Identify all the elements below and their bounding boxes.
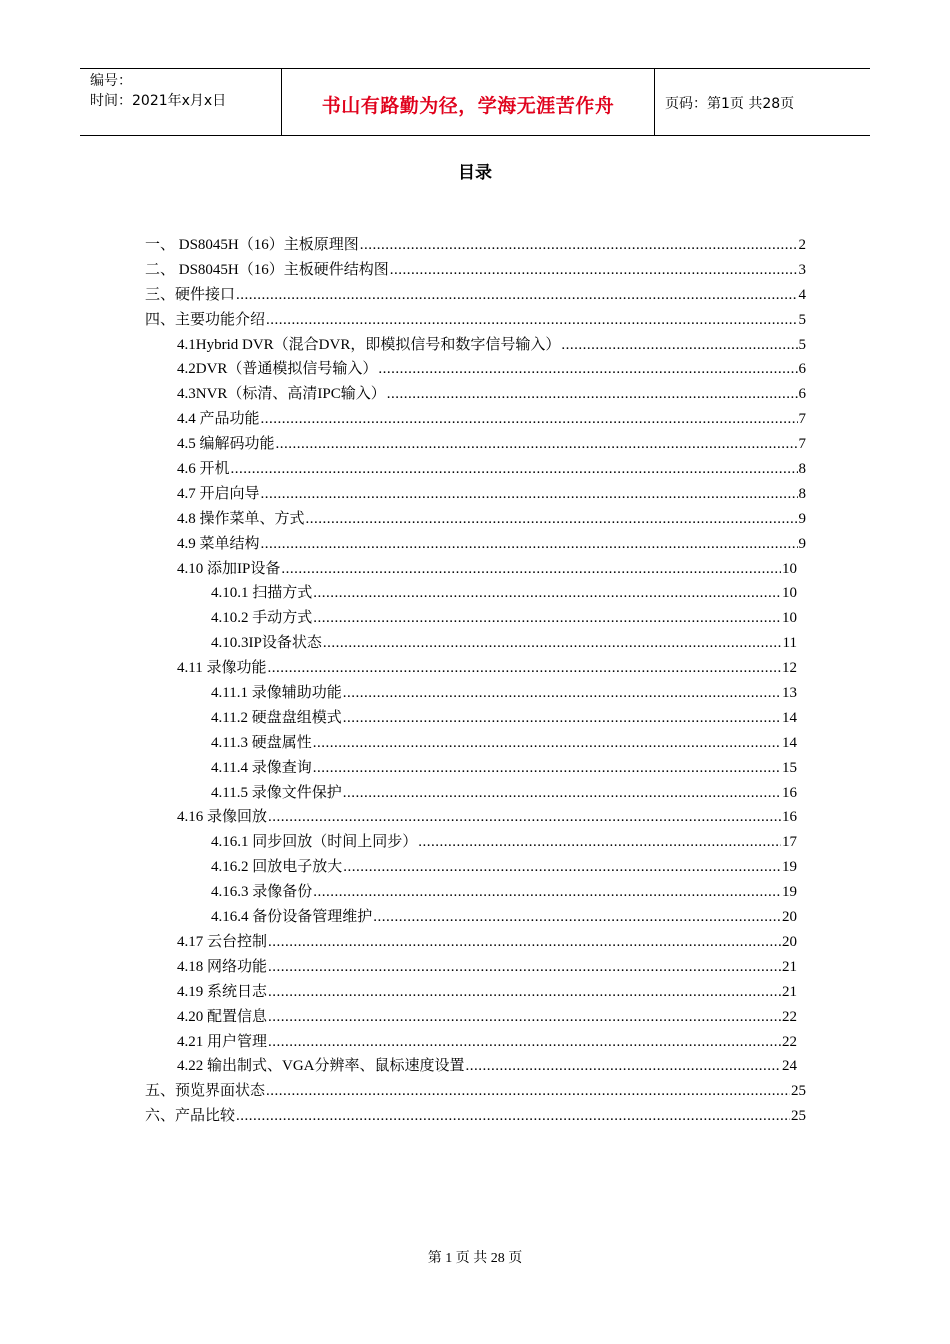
toc-entry[interactable] [145,706,806,731]
toc-entry-text: 六、产品比较 [145,1108,236,1125]
toc-entry-page: 4 [798,286,806,303]
toc-entry-text: 三、硬件接口 [145,286,236,303]
toc-entry-page: 20 [782,909,797,926]
toc-entry[interactable] [145,681,806,706]
toc-entry-page: 22 [782,1008,797,1025]
toc-entry-page: 14 [782,709,797,726]
toc-entry-text: 4.19 系统日志 [177,983,268,1000]
toc-entry[interactable] [145,731,806,756]
toc-entry-text: 4.2DVR（普通模拟信号输入） [177,361,378,378]
toc-dot-leader [236,283,797,308]
toc-dot-leader [268,955,781,980]
toc-entry[interactable] [145,457,806,482]
toc-entry-page: 10 [782,560,797,577]
toc-dot-leader [466,1054,782,1079]
toc-entry[interactable] [145,656,806,681]
toc-entry[interactable] [145,980,806,1005]
toc-dot-leader [561,333,797,358]
page-footer: 第 1 页 共 28 页 [427,1251,523,1266]
toc-entry-page: 21 [782,958,797,975]
toc-entry[interactable] [145,482,806,507]
toc-dot-leader [418,830,781,855]
toc-entry-text: 4.16.2 回放电子放大 [211,859,343,876]
header-page-label: 页码：第1页 共28页 [665,96,795,112]
toc-entry-page: 16 [782,784,797,801]
toc-entry[interactable] [145,1005,806,1030]
toc-dot-leader [343,855,781,880]
toc-entry[interactable] [145,830,806,855]
toc-entry[interactable] [145,233,806,258]
toc-entry-text: 4.9 菜单结构 [177,535,260,552]
toc-dot-leader [276,432,798,457]
toc-dot-leader [236,1104,790,1129]
toc-dot-leader [373,905,781,930]
toc-entry[interactable] [145,781,806,806]
toc-entry-text: 四、主要功能介绍 [145,311,266,328]
toc-dot-leader [281,557,781,582]
toc-dot-leader [343,706,781,731]
toc-entry-page: 20 [782,933,797,950]
toc-entry[interactable] [145,308,806,333]
toc-entry-text: 二、 DS8045H（16）主板硬件结构图 [145,261,389,278]
toc-entry[interactable] [145,631,806,656]
toc-entry-text: 4.7 开启向导 [177,485,260,502]
toc-entry-text: 4.21 用户管理 [177,1033,268,1050]
header-motto: 书山有路勤为径，学海无涯苦作舟 [321,94,615,117]
toc-entry-page: 8 [798,485,806,502]
toc-entry-page: 9 [798,510,806,527]
toc-dot-leader [261,482,798,507]
toc-entry-text: 五、预览界面状态 [145,1083,266,1100]
toc-entry-page: 5 [798,311,806,328]
toc-entry[interactable] [145,930,806,955]
toc-entry-text: 4.11.5 录像文件保护 [211,784,342,801]
header-motto-cell [282,69,655,135]
toc-dot-leader [313,731,781,756]
toc-entry-page: 10 [782,610,797,627]
toc-entry[interactable] [145,855,806,880]
toc-entry-page: 3 [798,261,806,278]
header-page-cell [655,69,870,135]
toc-dot-leader [231,457,798,482]
toc-entry-page: 25 [791,1083,806,1100]
toc-entry[interactable] [145,880,806,905]
toc-entry-text: 4.17 云台控制 [177,933,268,950]
toc-entry[interactable] [145,407,806,432]
toc-entry[interactable] [145,1104,806,1129]
toc-dot-leader [266,1079,790,1104]
toc-dot-leader [313,606,781,631]
toc-dot-leader [268,980,781,1005]
toc-dot-leader [313,581,781,606]
toc-dot-leader [390,258,798,283]
toc-entry-page: 6 [798,386,806,403]
toc-entry-page: 24 [782,1058,797,1075]
toc-entry[interactable] [145,1030,806,1055]
toc-entry-text: 4.11.3 硬盘属性 [211,734,312,751]
toc-dot-leader [360,233,798,258]
toc-dot-leader [261,532,798,557]
toc-entry-page: 19 [782,884,797,901]
toc-entry-text: 4.11.1 录像辅助功能 [211,685,342,702]
toc-dot-leader [266,308,797,333]
toc-entry-text: 4.22 输出制式、VGA分辨率、鼠标速度设置 [177,1058,465,1075]
toc-entry-text: 4.16.3 录像备份 [211,884,313,901]
toc-entry[interactable] [145,1079,806,1104]
toc-entry-page: 14 [782,734,797,751]
toc-entry[interactable] [145,333,806,358]
toc-entry-text: 4.11.2 硬盘盘组模式 [211,709,342,726]
toc-entry[interactable] [145,905,806,930]
page-header [80,68,870,136]
toc-entry-page: 11 [782,635,797,652]
toc-entry-text: 4.3NVR（标清、高清IPC输入） [177,386,386,403]
toc-entry-page: 25 [791,1108,806,1125]
toc-entry-text: 4.10.3IP设备状态 [211,635,322,652]
toc-entry-page: 21 [782,983,797,1000]
toc-entry-text: 4.4 产品功能 [177,411,260,428]
toc-entry-page: 10 [782,585,797,602]
toc-entry[interactable] [145,756,806,781]
header-left-cell [80,69,282,135]
toc-entry-page: 19 [782,859,797,876]
toc-dot-leader [261,407,798,432]
toc-title: 目录 [458,163,492,183]
toc-entry-text: 4.16.1 同步回放（时间上同步） [211,834,418,851]
toc-dot-leader [378,357,797,382]
toc-entry-text: 一、 DS8045H（16）主板原理图 [145,237,359,253]
toc-dot-leader [268,1005,781,1030]
toc-dot-leader [343,681,781,706]
toc-entry-text: 4.11.4 录像查询 [211,759,312,776]
toc-entry-page: 5 [798,336,806,353]
toc-entry[interactable] [145,955,806,980]
toc-dot-leader [268,930,781,955]
toc-entry[interactable] [145,382,806,407]
toc-entry[interactable] [145,283,806,308]
toc-entry-page: 22 [782,1033,797,1050]
toc-entry-text: 4.11 录像功能 [177,660,267,677]
toc-dot-leader [313,756,781,781]
toc-entry-page: 2 [798,237,806,253]
toc-entry-text: 4.20 配置信息 [177,1008,268,1025]
toc-entry-text: 4.18 网络功能 [177,958,268,975]
toc-dot-leader [387,382,798,407]
toc-entry-page: 16 [782,809,797,826]
toc-dot-leader [343,781,781,806]
toc-dot-leader [306,507,798,532]
toc-entry-text: 4.16.4 备份设备管理维护 [211,909,373,926]
toc-entry-page: 12 [782,660,797,677]
toc-entry-text: 4.6 开机 [177,461,230,478]
toc-dot-leader [268,1030,781,1055]
toc-entry[interactable] [145,606,806,631]
toc-entry-text: 4.10.2 手动方式 [211,610,313,627]
toc-entry[interactable] [145,805,806,830]
toc-entry-page: 7 [798,411,806,428]
toc-entry[interactable] [145,532,806,557]
toc-entry-page: 17 [782,834,797,851]
toc-entry-text: 4.1Hybrid DVR（混合DVR，即模拟信号和数字信号输入） [177,336,561,353]
toc-entry-page: 7 [798,436,806,453]
toc-entry-text: 4.5 编解码功能 [177,436,275,453]
toc-entry[interactable] [145,357,806,382]
table-of-contents [145,233,806,1129]
toc-entry[interactable] [145,581,806,606]
toc-entry[interactable] [145,432,806,457]
toc-entry-page: 8 [798,461,806,478]
toc-entry[interactable] [145,258,806,283]
toc-entry[interactable] [145,557,806,582]
toc-dot-leader [267,656,781,681]
toc-entry-text: 4.16 录像回放 [177,809,268,826]
toc-entry-page: 13 [782,685,797,702]
toc-entry-text: 4.10.1 扫描方式 [211,585,313,602]
toc-entry[interactable] [145,1054,806,1079]
toc-entry-text: 4.8 操作菜单、方式 [177,510,305,527]
toc-entry[interactable] [145,507,806,532]
header-number-label: 编号： [90,73,132,89]
toc-dot-leader [268,805,781,830]
toc-entry-page: 15 [782,759,797,776]
toc-dot-leader [313,880,781,905]
toc-entry-page: 6 [798,361,806,378]
header-time-label: 时间：2021年x月x日 [90,93,227,109]
toc-dot-leader [323,631,782,656]
toc-entry-page: 9 [798,535,806,552]
toc-entry-text: 4.10 添加IP设备 [177,560,281,577]
